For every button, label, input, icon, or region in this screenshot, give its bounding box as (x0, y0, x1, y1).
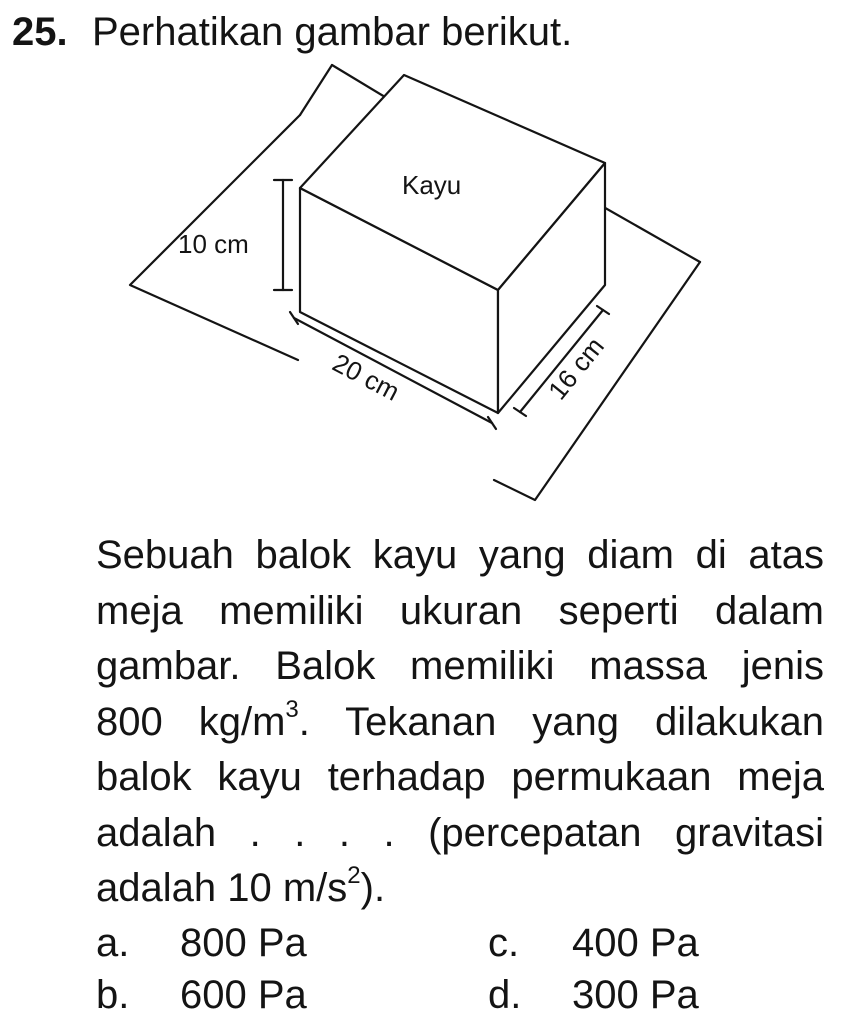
height-label: 10 cm (178, 229, 249, 259)
option-b[interactable] (96, 970, 307, 1020)
text-line (96, 695, 824, 751)
density-value: 800 kg/m (96, 699, 286, 744)
option-value: 300 Pa (572, 973, 699, 1017)
text-line: meja memiliki ukuran seperti dalam (96, 588, 824, 633)
width-label: 16 cm (542, 331, 610, 406)
option-c[interactable] (488, 918, 699, 968)
density-exponent: 3 (285, 695, 299, 723)
question-text (96, 528, 824, 917)
table-right-back-edge (600, 205, 700, 262)
option-letter: a. (96, 921, 130, 965)
gravity-exponent: 2 (347, 862, 361, 889)
option-a[interactable] (96, 918, 307, 968)
question-title: Perhatikan gambar berikut. (92, 10, 573, 54)
text-line: gambar. Balok memiliki massa jenis (96, 644, 824, 688)
option-letter: d. (488, 973, 522, 1017)
text-line: balok kayu terhadap permukaan meja (96, 755, 824, 799)
question-number: 25. (12, 10, 68, 54)
text-line: Sebuah balok kayu yang diam di atas (96, 533, 824, 577)
option-d[interactable] (488, 970, 699, 1020)
table-back-edge (332, 65, 390, 100)
gravity-value: adalah 10 m/s (96, 866, 348, 910)
option-value: 600 Pa (180, 973, 307, 1017)
text-fragment: ). (360, 866, 386, 910)
length-label: 20 cm (327, 347, 405, 407)
text-fragment: . Tekanan yang dilakukan (298, 699, 825, 744)
block-label: Kayu (402, 170, 462, 200)
table-top-edge (300, 65, 332, 115)
option-letter: c. (488, 921, 520, 965)
option-value: 800 Pa (180, 921, 307, 965)
option-letter: b. (96, 973, 130, 1017)
text-line: adalah . . . . (percepatan gravitasi (96, 810, 824, 855)
text-line (96, 861, 824, 917)
option-value: 400 Pa (572, 921, 699, 965)
